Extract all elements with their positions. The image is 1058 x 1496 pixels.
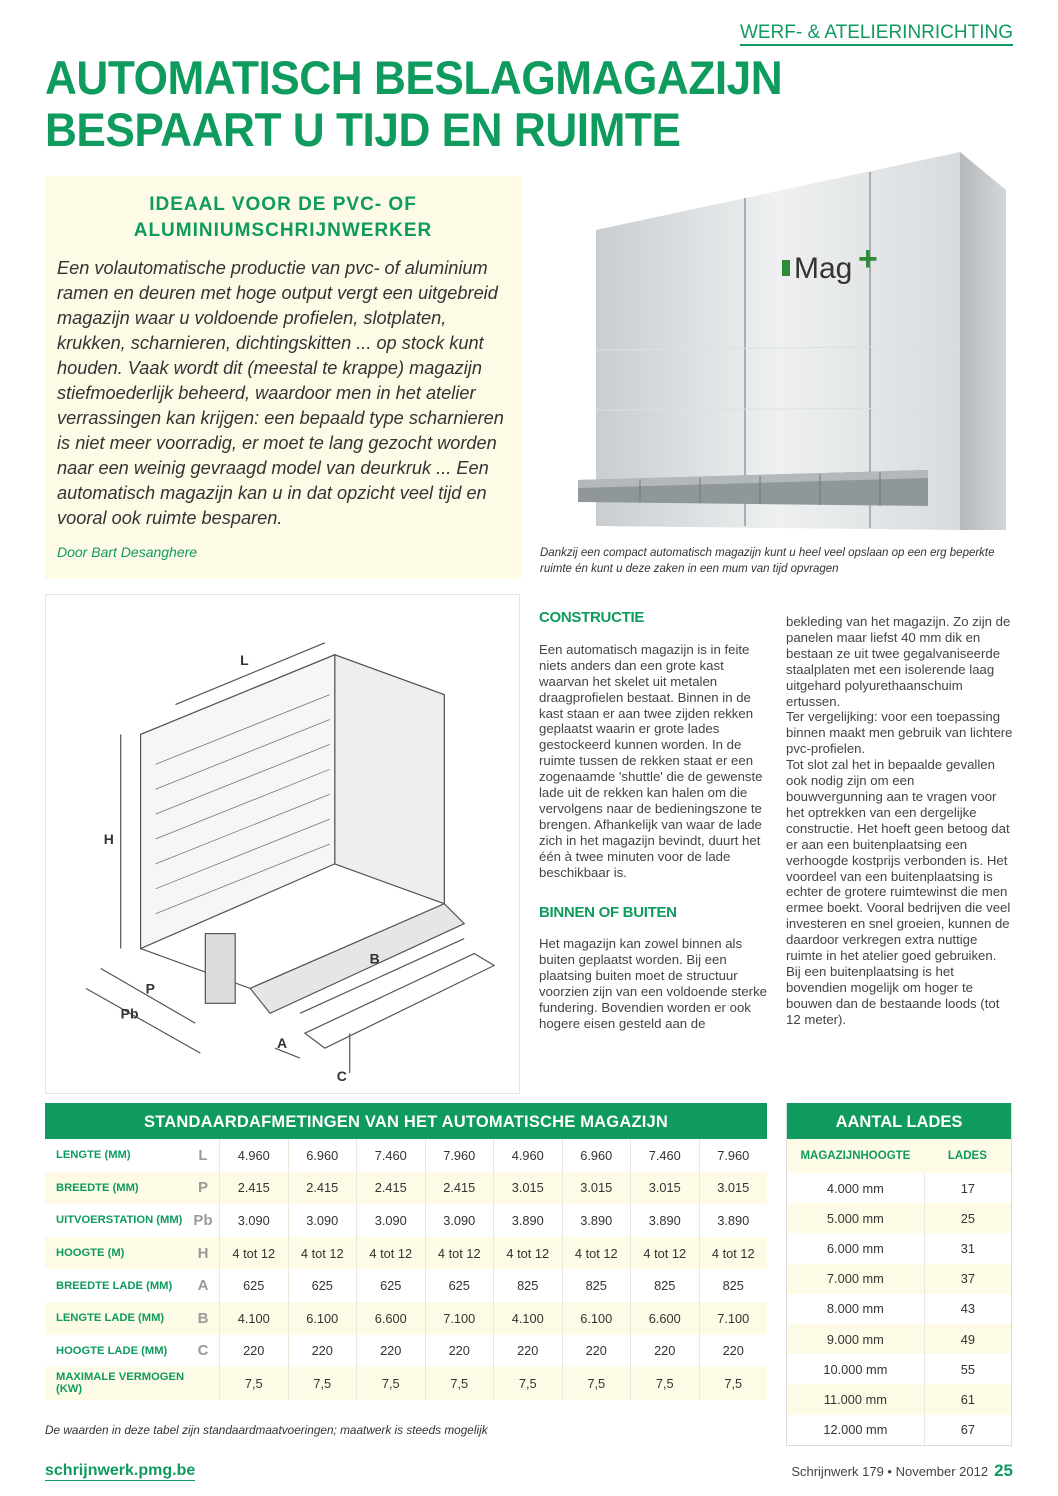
table-cell: 4 tot 12 xyxy=(630,1237,699,1270)
mag-logo-plus: + xyxy=(858,240,878,278)
dimensions-table xyxy=(45,1103,767,1400)
table-row xyxy=(787,1415,1011,1445)
row-label: HOOGTE (M) xyxy=(56,1247,125,1260)
intro-title xyxy=(45,192,521,244)
table-cell: 7,5 xyxy=(699,1367,768,1400)
height-cell: 6.000 mm xyxy=(826,1240,884,1256)
row-code: C xyxy=(197,1342,209,1360)
height-cell: 7.000 mm xyxy=(826,1271,884,1287)
table-cell: 4 tot 12 xyxy=(219,1237,288,1270)
heading-binnen-of-buiten: BINNEN OF BUITEN xyxy=(539,903,677,921)
table-cell: 4 tot 12 xyxy=(356,1237,425,1270)
drawers-cell: 25 xyxy=(924,1203,1011,1233)
table-cell: 3.890 xyxy=(493,1204,562,1237)
drawers-table-title: AANTAL LADES xyxy=(787,1103,1011,1139)
table-row xyxy=(787,1294,1011,1324)
table-cell: 7,5 xyxy=(219,1367,288,1400)
height-cell: 4.000 mm xyxy=(826,1180,884,1196)
row-code: B xyxy=(197,1309,209,1327)
table-cell: 7,5 xyxy=(356,1367,425,1400)
table-row xyxy=(45,1367,767,1400)
row-label: HOOGTE LADE (MM) xyxy=(56,1344,168,1357)
table-cell: 220 xyxy=(562,1335,631,1368)
row-label: LENGTE LADE (MM) xyxy=(56,1312,165,1325)
paragraph-col2-a: bekleding van het magazijn. Zo zijn de panelen maar liefst 40 mm dik en bestaan ze uit twee gegalvaniseerde staalplaten met een isolerende laag uitgehard polyurethaanschuim ertussen. xyxy=(786,614,1011,709)
table-note: De waarden in deze tabel zijn standaardmaatvoeringen; maatwerk is steeds mogelijk xyxy=(45,1423,488,1437)
table-cell: 4.100 xyxy=(219,1302,288,1335)
drawers-cell: 61 xyxy=(924,1384,1011,1414)
paragraph-col2-c: Tot slot zal het in bepaalde gevallen ook nodig zijn om een bouwvergunning aan te vragen voor het optrekken van een dergelijke constructie. Het hoeft geen betoog dat er aan een buitenplaatsing een verhoogde kostprijs verbonden is. Het voordeel van een buitenplaatsing is echter de grotere ruimtewinst die men ermee boekt. Vooral bedrijven die veel investeren en snel groeien, kunnen de daardoor verkregen extra nuttige ruimte in het atelier goed gebruiken. xyxy=(786,757,1011,964)
paragraph-col2-d: Bij een buitenplaatsing is het bovendien mogelijk om hoger te bouwen dan de bestaande loods (tot 12 meter). xyxy=(786,963,1000,1027)
drawers-cell: 43 xyxy=(924,1294,1011,1324)
paragraph-col2-b: Ter vergelijking: voor een toepassing binnen maakt men gebruik van lichtere pvc-profielen. xyxy=(786,709,1013,757)
headline xyxy=(45,52,947,156)
label-a: A xyxy=(277,1035,288,1052)
height-cell: 8.000 mm xyxy=(826,1301,884,1317)
drawers-cell: 49 xyxy=(924,1324,1011,1354)
table-cell: 625 xyxy=(219,1269,288,1302)
table-cell: 625 xyxy=(425,1269,494,1302)
drawers-cell: 31 xyxy=(924,1233,1011,1263)
table-cell: 3.090 xyxy=(288,1204,357,1237)
table-cell: 3.090 xyxy=(219,1204,288,1237)
table-cell: 7.100 xyxy=(425,1302,494,1335)
table-cell: 220 xyxy=(493,1335,562,1368)
table-cell: 3.015 xyxy=(493,1172,562,1205)
table-row xyxy=(45,1269,767,1302)
table-cell: 220 xyxy=(630,1335,699,1368)
height-cell: 12.000 mm xyxy=(823,1422,888,1438)
table-cell: 7,5 xyxy=(425,1367,494,1400)
table-row xyxy=(787,1203,1011,1233)
table-cell: 3.890 xyxy=(699,1204,768,1237)
table-cell: 7,5 xyxy=(562,1367,631,1400)
table-cell: 3.015 xyxy=(630,1172,699,1205)
footer-issue-text: Schrijnwerk 179 • November 2012 xyxy=(791,1464,989,1479)
table-cell: 2.415 xyxy=(219,1172,288,1205)
label-l: L xyxy=(240,651,249,668)
drawers-cell: 17 xyxy=(924,1173,1011,1203)
table-cell: 4 tot 12 xyxy=(699,1237,768,1270)
table-cell: 3.090 xyxy=(425,1204,494,1237)
table-cell: 6.600 xyxy=(630,1302,699,1335)
table-cell: 7,5 xyxy=(630,1367,699,1400)
page-number: 25 xyxy=(994,1461,1013,1480)
table-cell: 4 tot 12 xyxy=(562,1237,631,1270)
paragraph-constructie: Een automatisch magazijn is in feite niets anders dan een grote kast waarvan het skelet uit metalen draagprofielen bestaat. Binnen in de kast staan er aan twee zijden rekken geplaatst waarin er grote lades gestockeerd kunnen worden. In de ruimte tussen de rekken staat er een zogenaamde 'shuttle' die de gewenste lade uit de rekken kan halen om die vervolgens naar de bedieningszone te brengen. Afhankelijk van waar de lade zich in het magazijn bevindt, duurt het één à twee minuten voor de lade beschikbaar is. xyxy=(539,641,763,880)
table-row xyxy=(787,1384,1011,1414)
row-code: A xyxy=(197,1277,209,1295)
technical-drawing xyxy=(45,594,520,1094)
table-cell: 825 xyxy=(562,1269,631,1302)
table-row xyxy=(45,1172,767,1205)
intro-box xyxy=(45,176,521,579)
height-cell: 5.000 mm xyxy=(826,1210,884,1226)
row-code: Pb xyxy=(193,1211,213,1229)
drawers-table-header xyxy=(787,1139,1011,1173)
table-cell: 625 xyxy=(356,1269,425,1302)
table-cell: 6.100 xyxy=(288,1302,357,1335)
table-cell: 7,5 xyxy=(493,1367,562,1400)
table-row xyxy=(787,1233,1011,1263)
table-cell: 7.460 xyxy=(356,1139,425,1172)
table-row xyxy=(45,1335,767,1368)
col-header-drawers: LADES xyxy=(947,1150,987,1162)
row-label: MAXIMALE VERMOGEN (KW) xyxy=(56,1371,185,1396)
intro-title-line-2: ALUMINIUMSCHRIJNWERKER xyxy=(133,220,433,241)
table-cell: 7.100 xyxy=(699,1302,768,1335)
table-cell: 825 xyxy=(630,1269,699,1302)
row-code: P xyxy=(197,1179,208,1197)
table-cell: 220 xyxy=(356,1335,425,1368)
label-c: C xyxy=(336,1067,347,1084)
table-cell: 3.890 xyxy=(562,1204,631,1237)
table-cell: 4 tot 12 xyxy=(288,1237,357,1270)
table-cell: 7.960 xyxy=(699,1139,768,1172)
table-cell: 4 tot 12 xyxy=(493,1237,562,1270)
table-cell: 3.015 xyxy=(562,1172,631,1205)
table-cell: 2.415 xyxy=(356,1172,425,1205)
byline: Door Bart Desanghere xyxy=(57,544,198,560)
row-label: LENGTE (MM) xyxy=(56,1149,131,1162)
label-h: H xyxy=(103,831,114,847)
text-column-2 xyxy=(786,614,1014,1028)
table-cell: 6.600 xyxy=(356,1302,425,1335)
table-row xyxy=(45,1204,767,1237)
table-cell: 220 xyxy=(219,1335,288,1368)
section-tag: WERF- & ATELIERINRICHTING xyxy=(740,22,1013,46)
table-cell: 4.100 xyxy=(493,1302,562,1335)
row-label: BREEDTE (MM) xyxy=(56,1181,139,1194)
height-cell: 11.000 mm xyxy=(823,1391,887,1407)
table-cell: 6.960 xyxy=(562,1139,631,1172)
footer-issue xyxy=(791,1461,1013,1481)
table-cell: 4.960 xyxy=(493,1139,562,1172)
text-column-1 xyxy=(539,610,767,1032)
photo-caption: Dankzij een compact automatisch magazijn kunt u heel veel opslaan op een erg beperkte ruimte én kunt u deze zaken in een mum van tijd opvragen xyxy=(540,547,995,575)
row-code: H xyxy=(197,1244,209,1262)
table-cell: 2.415 xyxy=(425,1172,494,1205)
table-cell: 2.415 xyxy=(288,1172,357,1205)
height-cell: 10.000 mm xyxy=(823,1361,888,1377)
table-cell: 4 tot 12 xyxy=(425,1237,494,1270)
drawers-table xyxy=(786,1103,1012,1446)
drawers-cell: 55 xyxy=(924,1354,1011,1384)
table-cell: 3.890 xyxy=(630,1204,699,1237)
table-cell: 825 xyxy=(493,1269,562,1302)
intro-title-line-1: IDEAAL VOOR DE PVC- OF xyxy=(149,194,417,215)
table-cell: 220 xyxy=(425,1335,494,1368)
table-cell: 7,5 xyxy=(288,1367,357,1400)
dimensions-table-title: STANDAARDAFMETINGEN VAN HET AUTOMATISCHE MAGAZIJN xyxy=(45,1103,767,1139)
intro-text: Een volautomatische productie van pvc- of aluminium ramen en deuren met hoge output vergt een uitgebreid magazijn waar u voldoende profielen, slotplaten, krukken, scharnieren, dichtingskitten ... op stock kunt houden. Vaak wordt dit (meestal te krappe) magazijn stiefmoederlijk beheerd, waardoor men in het atelier verrassingen kan krijgen: een bepaald type scharnieren is niet meer voorradig, er moet te lang gezocht worden naar een weinig gevraagd model van deurkruk ... Een automatisch magazijn kan u in dat opzicht veel tijd en vooral ook ruimte besparen. xyxy=(57,258,504,528)
mag-logo-icon xyxy=(782,260,790,276)
row-label: BREEDTE LADE (MM) xyxy=(56,1279,173,1292)
table-cell: 3.090 xyxy=(356,1204,425,1237)
table-cell: 7.460 xyxy=(630,1139,699,1172)
table-row xyxy=(45,1302,767,1335)
row-code: L xyxy=(198,1146,208,1164)
headline-line-2: BESPAART U TIJD EN RUIMTE xyxy=(45,103,681,156)
table-row xyxy=(45,1139,767,1172)
table-cell: 6.960 xyxy=(288,1139,357,1172)
table-cell: 625 xyxy=(288,1269,357,1302)
label-pb: Pb xyxy=(120,1005,139,1022)
table-row xyxy=(787,1173,1011,1203)
drawers-cell: 67 xyxy=(924,1415,1011,1445)
drawers-cell: 37 xyxy=(924,1264,1011,1294)
label-b: B xyxy=(369,950,380,967)
mag-logo-text: Mag xyxy=(794,252,853,285)
table-row xyxy=(787,1264,1011,1294)
headline-line-1: AUTOMATISCH BESLAGMAGAZIJN xyxy=(45,51,783,104)
table-cell: 4.960 xyxy=(219,1139,288,1172)
table-row xyxy=(787,1324,1011,1354)
table-cell: 7.960 xyxy=(425,1139,494,1172)
label-p: P xyxy=(145,980,155,997)
row-label: UITVOERSTATION (MM) xyxy=(56,1214,183,1227)
paragraph-binnen: Het magazijn kan zowel binnen als buiten geplaatst worden. Bij een plaatsing buiten moet de structuur voorzien zijn van een voldoende sterke fundering. Bovendien worden er ook hogere eisen gesteld aan de xyxy=(539,936,767,1031)
table-row xyxy=(45,1237,767,1270)
table-cell: 3.015 xyxy=(699,1172,768,1205)
table-cell: 6.100 xyxy=(562,1302,631,1335)
table-cell: 825 xyxy=(699,1269,768,1302)
heading-constructie: CONSTRUCTIE xyxy=(539,609,645,626)
col-header-height: MAGAZIJNHOOGTE xyxy=(800,1150,911,1162)
storage-cabinet-photo xyxy=(540,150,1010,540)
table-row xyxy=(787,1354,1011,1384)
footer-site: schrijnwerk.pmg.be xyxy=(45,1462,196,1479)
table-cell: 220 xyxy=(699,1335,768,1368)
height-cell: 9.000 mm xyxy=(826,1331,884,1347)
table-cell: 220 xyxy=(288,1335,357,1368)
